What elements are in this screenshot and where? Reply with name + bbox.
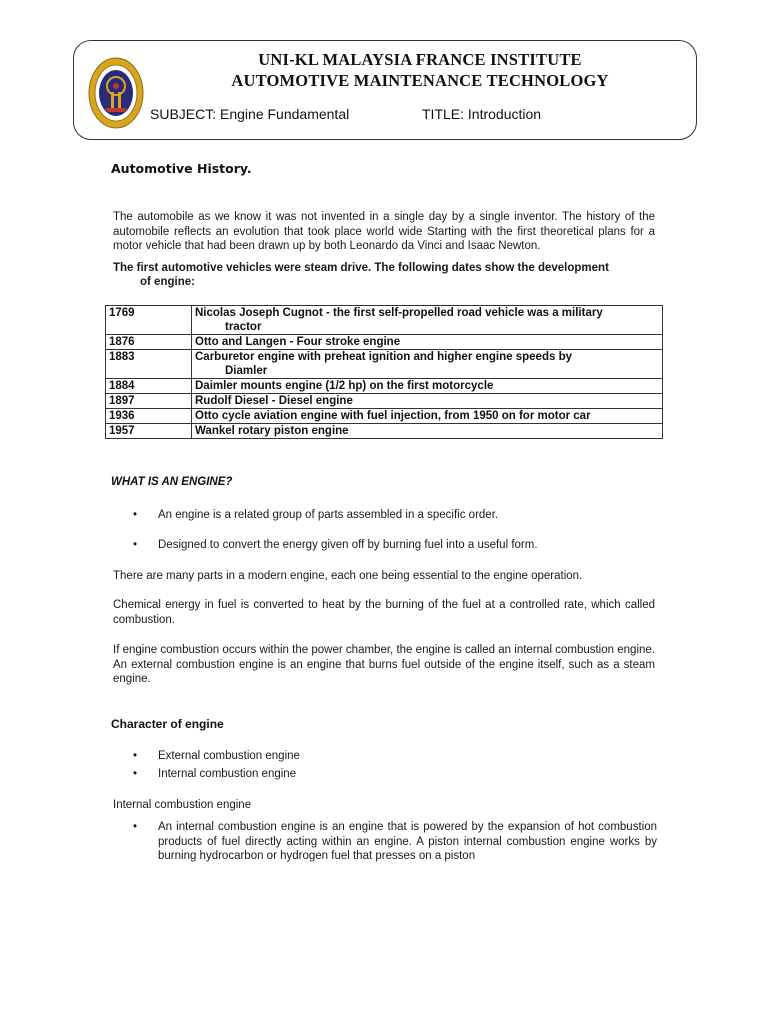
- table-row: [106, 424, 663, 439]
- bullet-icon: •: [133, 821, 138, 833]
- combustion-types-paragraph: If engine combustion occurs within the power chamber, the engine is called an internal combustion engine. An external combustion engine is an engine that burns fuel outside of the engine itself, such as a steam engine.: [113, 644, 655, 686]
- engine-parts-paragraph: There are many parts in a modern engine, each one being essential to the engine operation.: [113, 570, 583, 582]
- steam-line-1: The first automotive vehicles were steam drive. The following dates show the development: [113, 262, 609, 274]
- timeline-event: [192, 424, 663, 439]
- institute-logo: [88, 56, 144, 130]
- timeline-year: 1883: [106, 350, 192, 379]
- engine-timeline-table: [105, 305, 663, 439]
- bullet-icon: •: [133, 509, 138, 521]
- list-item: • An internal combustion engine is an engine that is powered by the expansion of hot combustion products of fuel directly acting within an engine. A piston internal combustion engine works by burning hydrocarbon or hydrogen fuel that presses on a piston: [133, 821, 657, 862]
- timeline-event-text: Otto and Langen - Four stroke engine: [195, 336, 401, 348]
- list-item: • Designed to convert the energy given off by burning fuel into a useful form.: [133, 539, 538, 551]
- history-intro-paragraph: The automobile as we know it was not invented in a single day by a single inventor. The history of the automobile reflects an evolution that took place world wide Starting with the first theoretical plans for a motor vehicle that had been drawn up by both Leonardo da Vinci and Isaac Newton.: [113, 211, 655, 253]
- title-label: TITLE: Introduction: [422, 106, 542, 122]
- table-row: [106, 394, 663, 409]
- timeline-event-continued: tractor: [225, 321, 262, 333]
- timeline-year: 1897: [106, 394, 192, 409]
- timeline-event-text: Rudolf Diesel - Diesel engine: [195, 395, 353, 407]
- list-item: • External combustion engine: [133, 750, 300, 762]
- timeline-event: [192, 409, 663, 424]
- list-item: • An engine is a related group of parts assembled in a specific order.: [133, 509, 499, 521]
- timeline-event: [192, 394, 663, 409]
- timeline-event-text: Nicolas Joseph Cugnot - the first self-propelled road vehicle was a military: [195, 307, 603, 319]
- chemical-energy-paragraph: Chemical energy in fuel is converted to heat by the burning of the fuel at a controlled rate, which called combustion.: [113, 599, 655, 626]
- timeline-year: 1876: [106, 335, 192, 350]
- section-heading-what-is-engine: WHAT IS AN ENGINE?: [111, 476, 233, 488]
- timeline-event-continued: Diamler: [225, 365, 268, 377]
- steam-drive-paragraph: [113, 261, 655, 289]
- steam-line-2: of engine:: [140, 276, 195, 288]
- program-name: AUTOMOTIVE MAINTENANCE TECHNOLOGY: [231, 71, 609, 90]
- table-row: [106, 379, 663, 394]
- timeline-year: 1769: [106, 306, 192, 335]
- timeline-event-text: Daimler mounts engine (1/2 hp) on the first motorcycle: [195, 380, 494, 392]
- timeline-event-text: Carburetor engine with preheat ignition and higher engine speeds by: [195, 351, 572, 363]
- bullet-icon: •: [133, 539, 138, 551]
- table-row: [106, 306, 663, 335]
- timeline-event-text: Otto cycle aviation engine with fuel injection, from 1950 on for motor car: [195, 410, 591, 422]
- timeline-event-text: Wankel rotary piston engine: [195, 425, 349, 437]
- ice-subheading: Internal combustion engine: [113, 799, 252, 811]
- timeline-year: 1957: [106, 424, 192, 439]
- timeline-event: [192, 379, 663, 394]
- timeline-event: [192, 350, 663, 379]
- table-row: [106, 350, 663, 379]
- section-heading-history: Automotive History.: [111, 161, 252, 176]
- list-item: • Internal combustion engine: [133, 768, 297, 780]
- timeline-event: [192, 335, 663, 350]
- subject-label: SUBJECT: Engine Fundamental: [150, 106, 350, 122]
- bullet-icon: •: [133, 768, 138, 780]
- section-heading-character: Character of engine: [111, 717, 224, 731]
- institute-name: UNI-KL MALAYSIA FRANCE INSTITUTE: [258, 50, 582, 69]
- timeline-event: [192, 306, 663, 335]
- bullet-icon: •: [133, 750, 138, 762]
- timeline-year: 1884: [106, 379, 192, 394]
- table-row: [106, 409, 663, 424]
- table-row: [106, 335, 663, 350]
- timeline-year: 1936: [106, 409, 192, 424]
